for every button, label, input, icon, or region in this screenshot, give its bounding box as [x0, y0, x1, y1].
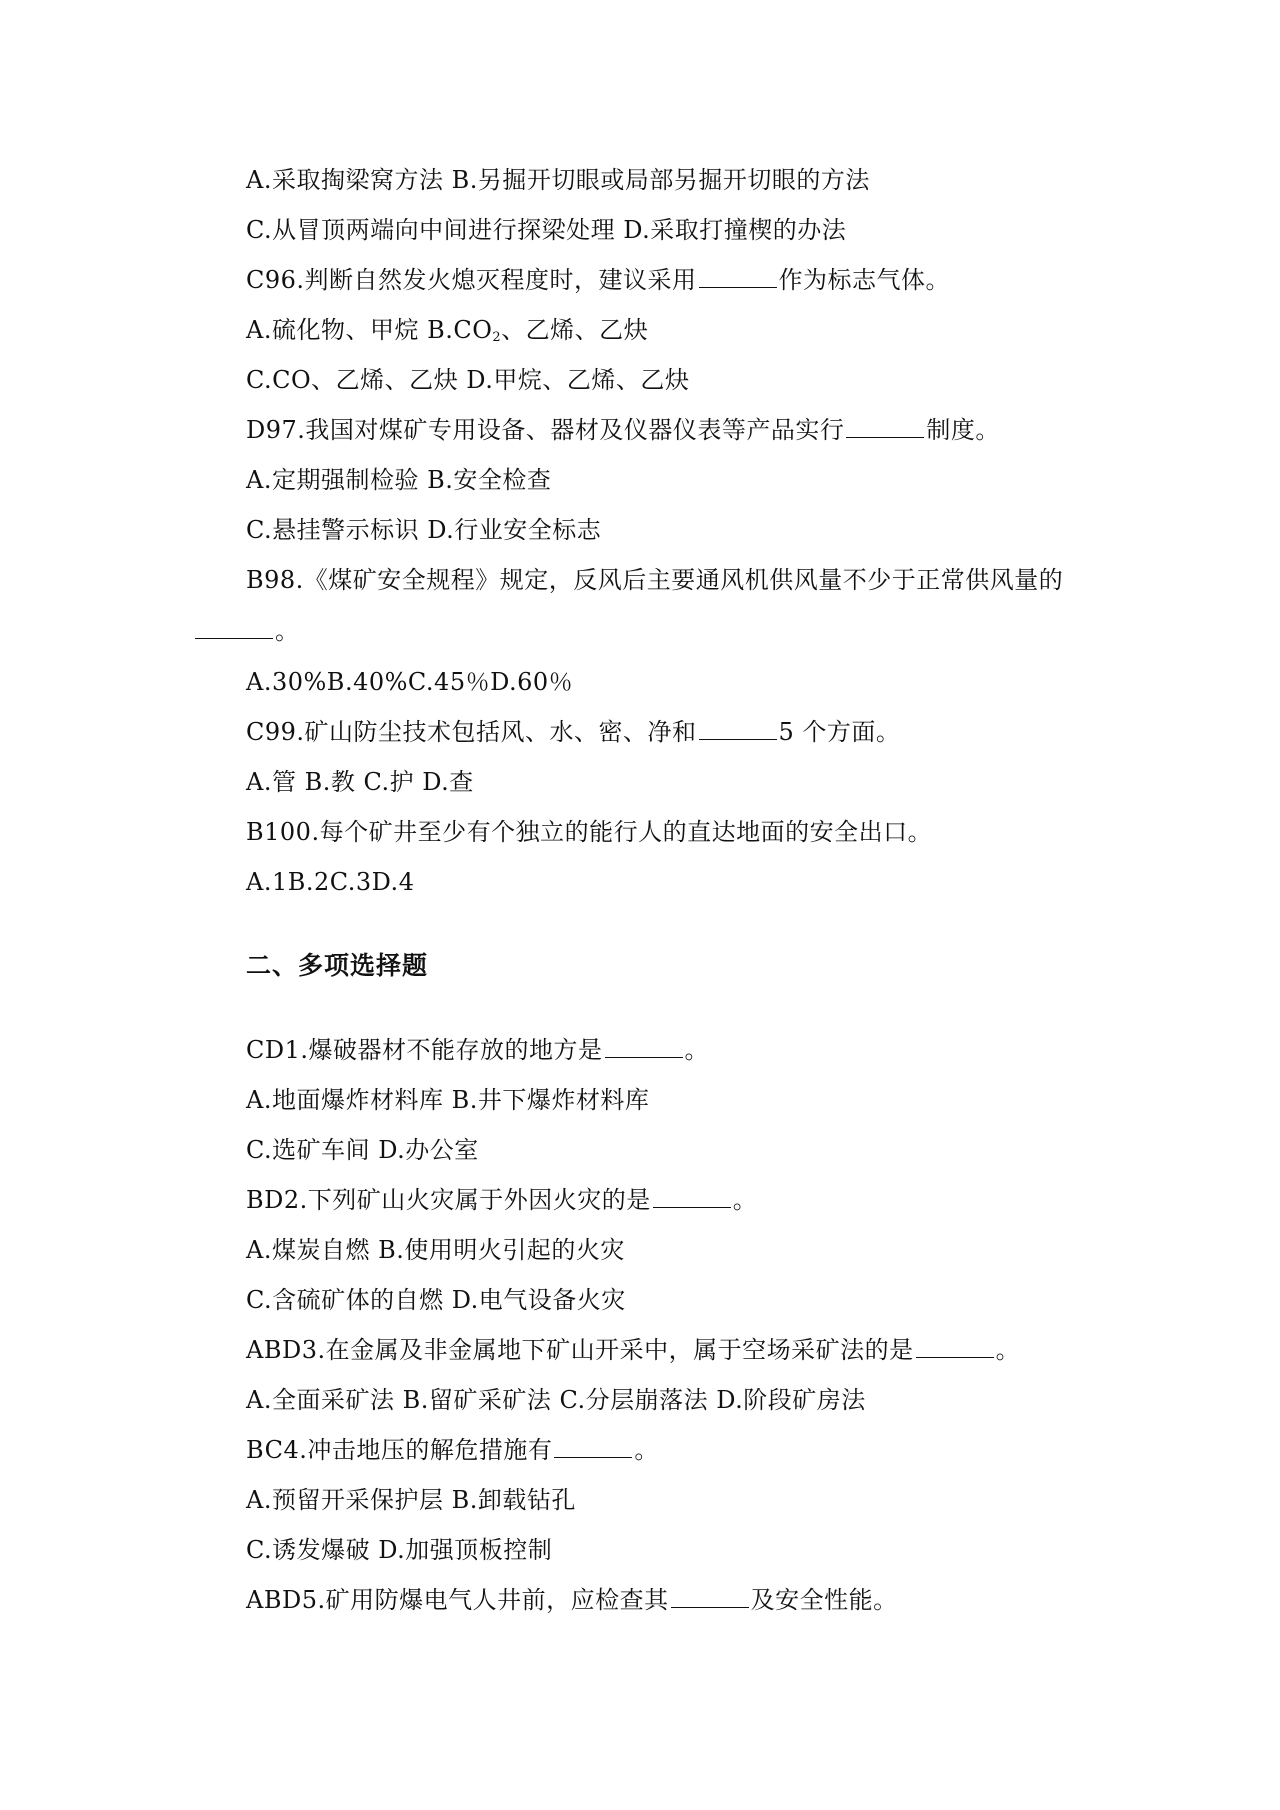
option-line: C.悬挂警示标识 D.行业安全标志: [246, 516, 602, 544]
answer-blank: [554, 1433, 632, 1458]
question-100: B100.每个矿井至少有个独立的能行人的直达地面的安全出口。: [246, 818, 933, 846]
question-bc4: BC4.冲击地压的解危措施有 。: [246, 1433, 659, 1467]
option-line: A.煤炭自燃 B.使用明火引起的火灾: [246, 1236, 625, 1264]
question-97: D97.我国对煤矿专用设备、器材及仪器仪表等产品实行 制度。: [246, 413, 1000, 447]
question-abd5: ABD5.矿用防爆电气人井前，应检查其 及安全性能。: [246, 1583, 898, 1617]
option-line: A.预留开采保护层 B.卸载钻孔: [246, 1486, 576, 1514]
question-abd3: ABD3.在金属及非金属地下矿山开采中，属于空场采矿法的是 。: [246, 1333, 1020, 1367]
answer-blank: [846, 413, 924, 438]
question-98-continuation: 。: [195, 614, 300, 648]
option-line: C.从冒顶两端向中间进行探梁处理 D.采取打撞楔的办法: [246, 216, 847, 244]
question-cd1: CD1.爆破器材不能存放的地方是 。: [246, 1033, 709, 1067]
answer-blank: [916, 1333, 994, 1358]
option-line: A.硫化物、甲烷 $B.CO_2$、乙烯、乙炔: [246, 316, 649, 345]
section-heading: 二、多项选择题: [246, 951, 429, 980]
option-line: A.全面采矿法 B.留矿采矿法 C.分层崩落法 D.阶段矿房法: [246, 1386, 866, 1414]
answer-blank: [605, 1033, 683, 1058]
option-line: A.地面爆炸材料库 B.井下爆炸材料库: [246, 1086, 650, 1114]
option-line: A.采取掏梁窝方法 B.另掘开切眼或局部另掘开切眼的方法: [246, 166, 870, 194]
option-line: C.选矿车间 D.办公室: [246, 1136, 479, 1164]
answer-blank: [671, 1583, 749, 1608]
question-99: C99.矿山防尘技术包括风、水、密、净和 5 个方面。: [246, 715, 900, 749]
option-line: A.30%B.40%C.45％D.60％: [246, 668, 574, 696]
option-line: C.诱发爆破 D.加强顶板控制: [246, 1536, 553, 1564]
option-line: A.管 B.教 C.护 D.查: [246, 768, 474, 796]
answer-blank: [699, 715, 777, 740]
answer-blank: [653, 1183, 731, 1208]
option-line: C.CO、乙烯、乙炔 D.甲烷、乙烯、乙炔: [246, 366, 690, 394]
subscript: 2: [492, 330, 502, 345]
option-line: A.1B.2C.3D.4: [246, 868, 415, 896]
answer-blank: [195, 614, 273, 639]
option-line: C.含硫矿体的自燃 D.电气设备火灾: [246, 1286, 626, 1314]
question-bd2: BD2.下列矿山火灾属于外因火灾的是 。: [246, 1183, 757, 1217]
question-96: C96.判断自然发火熄灭程度时，建议采用 作为标志气体。: [246, 263, 950, 297]
question-98: B98.《煤矿安全规程》规定，反风后主要通风机供风量不少于正常供风量的: [246, 566, 1064, 594]
answer-blank: [699, 263, 777, 288]
option-line: A.定期强制检验 B.安全检查: [246, 466, 552, 494]
